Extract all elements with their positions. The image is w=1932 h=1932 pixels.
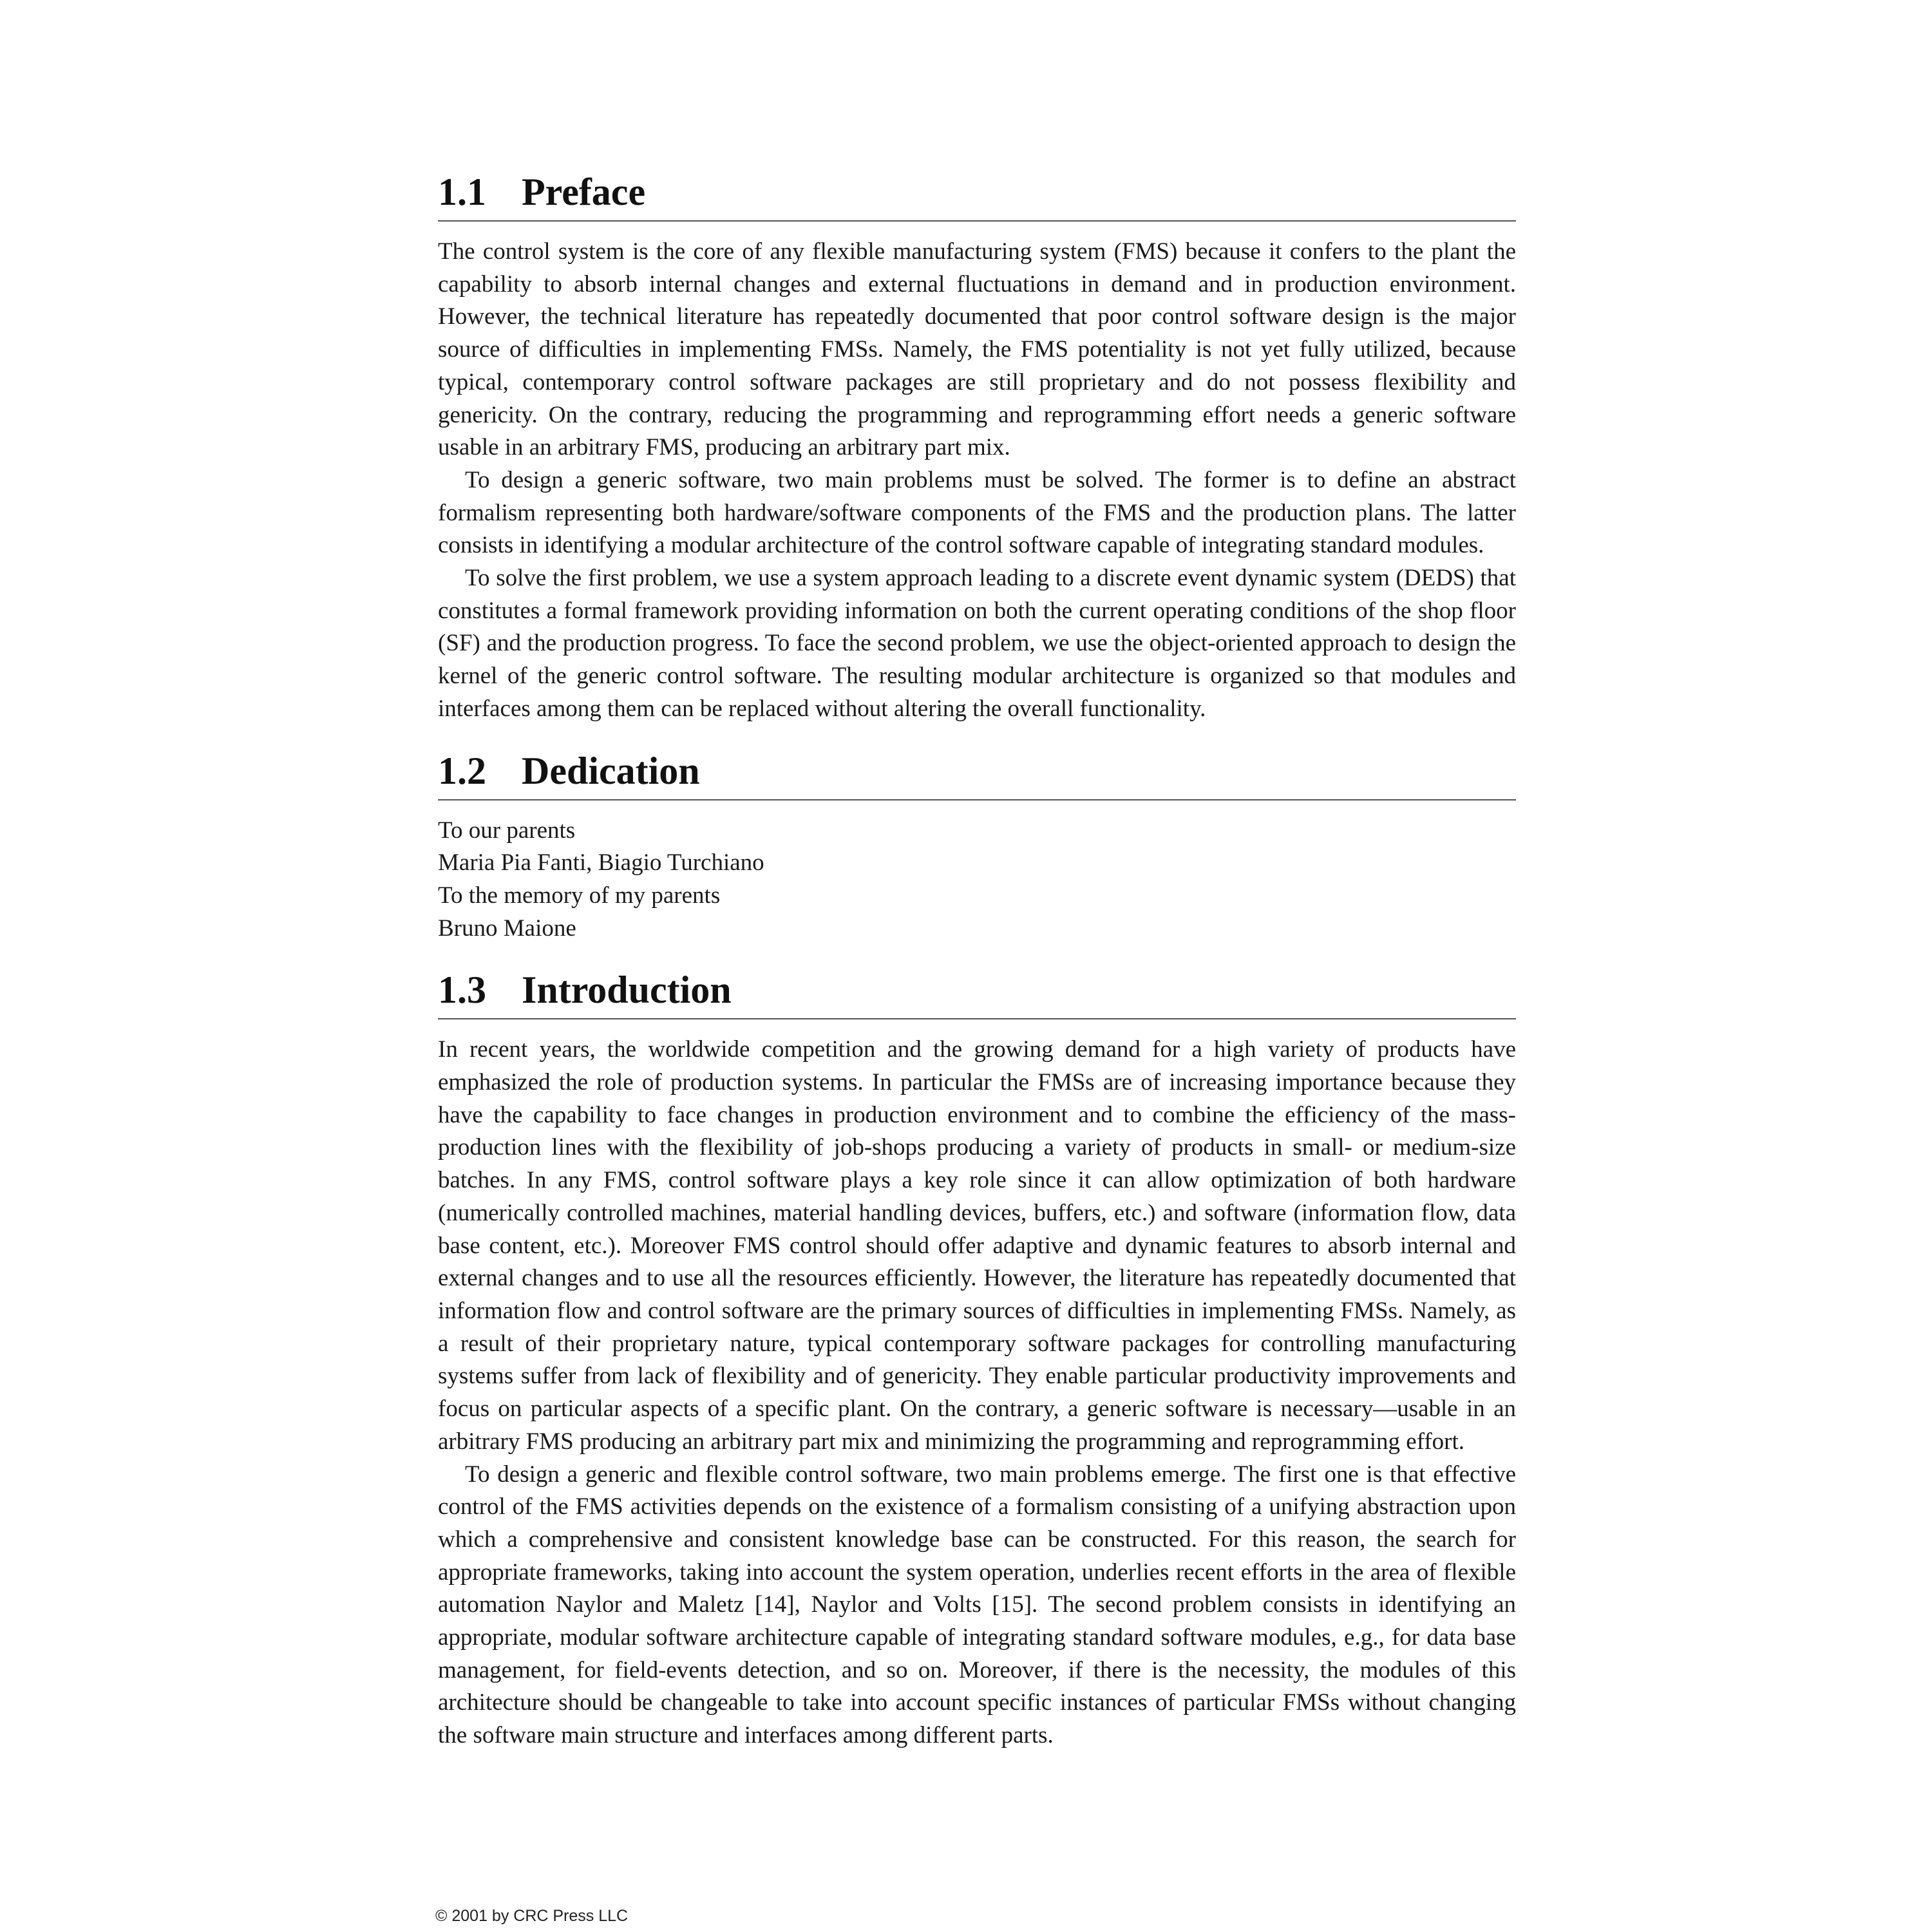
dedication-line: Maria Pia Fanti, Biagio Turchiano [438,849,764,876]
paragraph: To solve the first problem, we use a system approach leading to a discrete event dynamic system (DEDS) that constitutes a formal framework providing information on both the current operating conditions of the shop floor (SF) and the production progress. To face the second problem, we use the object-oriented approach to design the kernel of the generic control software. The resulting modular architecture is organized so that modules and interfaces among them can be replaced without altering the overall functionality. [438,565,1516,722]
paragraph: To design a generic and flexible control software, two main problems emerge. The first one is that effective control of the FMS activities depends on the existence of a formalism consisting of a unifying abstraction upon which a comprehensive and consistent knowledge base can be constructed. For this reason, the search for appropriate frameworks, taking into account the system operation, underlies recent efforts in the area of flexible automation Naylor and Maletz [14], Naylor and Volts [15]. The second problem consists in identifying an appropriate, modular software architecture capable of integrating standard software modules, e.g., for data base management, for field-events detection, and so on. Moreover, if there is the necessity, the modules of this architecture should be changeable to take into account specific instances of particular FMSs without changing the software main structure and interfaces among different parts. [438,1461,1516,1749]
section-number: 1.1 [438,171,486,213]
section-heading-preface [438,169,1516,222]
text-column [438,169,1516,1774]
dedication-line: Bruno Maione [438,914,576,942]
paragraph: To design a generic software, two main problems must be solved. The former is to define an abstract formalism representing both hardware/software components of the FMS and the production plans. The latter consists in identifying a modular architecture of the control software capable of integrating standard modules. [438,466,1516,559]
section-title: Preface [522,171,646,213]
section-introduction [438,967,1516,1752]
copyright-footer: © 2001 by CRC Press LLC [435,1907,629,1925]
section-title: Introduction [522,969,732,1012]
section-heading-introduction [438,967,1516,1019]
dedication-line: To our parents [438,817,576,844]
section-number: 1.3 [438,969,486,1012]
paragraph: The control system is the core of any flexible manufacturing system (FMS) because it confers to the plant the capability to absorb internal changes and external fluctuations in demand and in production environment. However, the technical literature has repeatedly documented that poor control software design is the major source of difficulties in implementing FMSs. Namely, the FMS potentiality is not yet fully utilized, because typical, contemporary control software packages are still proprietary and do not possess flexibility and genericity. On the contrary, reducing the programming and reprogramming effort needs a generic software usable in an arbitrary FMS, producing an arbitrary part mix. [438,238,1516,461]
section-dedication [438,748,1516,945]
section-number: 1.2 [438,749,486,792]
paragraph: In recent years, the worldwide competition and the growing demand for a high variety of products have emphasized the role of production systems. In particular the FMSs are of increasing importance because they have the capability to face changes in production environment and to combine the efficiency of the mass-production lines with the flexibility of job-shops producing a variety of products in small- or medium-size batches. In any FMS, control software plays a key role since it can allow optimization of both hardware (numerically controlled machines, material handling devices, buffers, etc.) and software (information flow, data base content, etc.). Moreover FMS control should offer adaptive and dynamic features to absorb internal and external changes and to use all the resources efficiently. However, the literature has repeatedly documented that information flow and control software are the primary sources of difficulties in implementing FMSs. Namely, as a result of their proprietary nature, typical contemporary software packages for controlling manufacturing systems suffer from lack of flexibility and of genericity. They enable particular productivity improvements and focus on particular aspects of a specific plant. On the contrary, a generic software is necessary—usable in an arbitrary FMS producing an arbitrary part mix and minimizing the programming and reprogramming effort. [438,1036,1516,1455]
dedication-line: To the memory of my parents [438,882,721,909]
section-heading-dedication [438,748,1516,800]
section-title: Dedication [522,749,700,792]
section-preface [438,169,1516,726]
